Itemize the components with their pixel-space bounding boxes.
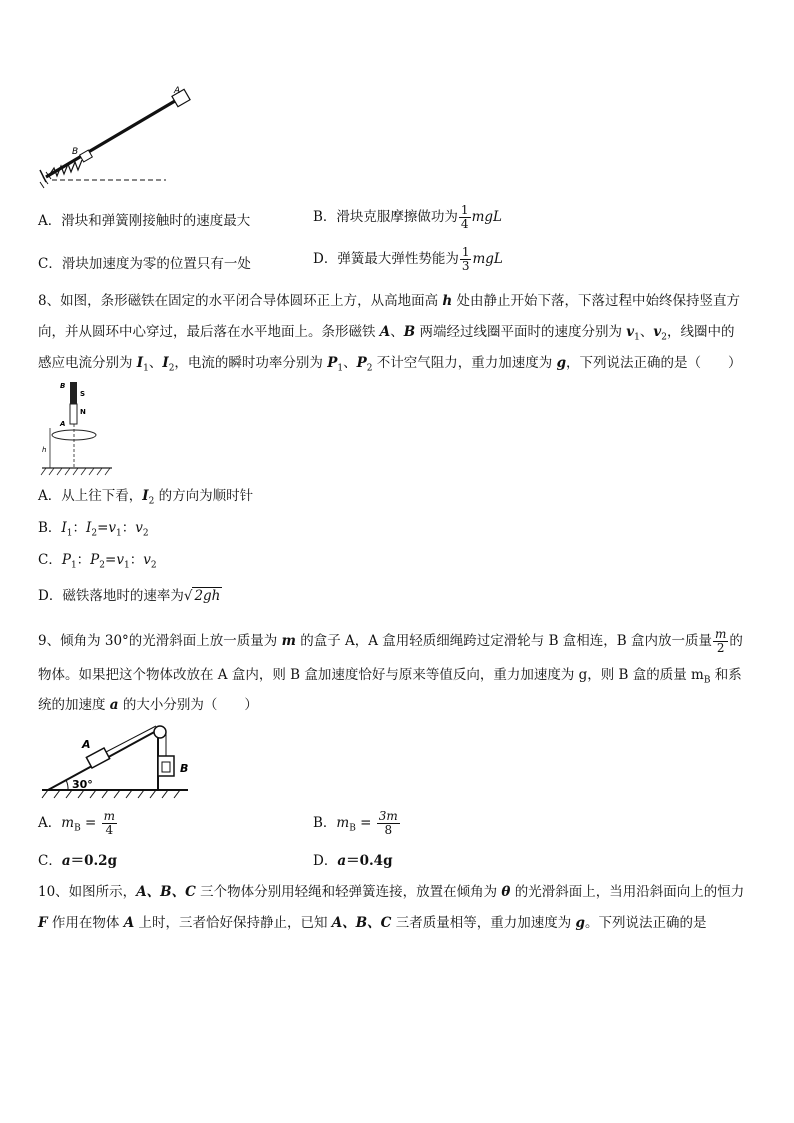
var-i: I	[86, 520, 92, 536]
text: ：	[72, 520, 86, 536]
text: 上时，三者恰好保持静止，已知	[134, 915, 332, 931]
q8-option-a	[38, 487, 253, 511]
fraction	[377, 810, 400, 837]
q9-figure	[38, 722, 200, 804]
fraction-numerator: m	[103, 809, 115, 823]
text: =	[105, 552, 117, 568]
q7-option-c: C．滑块加速度为零的位置只有一处	[38, 256, 251, 272]
q7-figure	[38, 84, 198, 192]
text: 处由静止开始下落，下落过程中始终保持竖直方	[452, 293, 741, 309]
pulley	[154, 726, 166, 738]
q7-option-a: A．滑块和弹簧刚接触时的速度最大	[38, 213, 251, 229]
fraction-numerator: m	[715, 627, 727, 641]
label-b: B	[180, 762, 189, 775]
var-i: I	[162, 355, 169, 371]
q8-stem-line1	[38, 292, 740, 310]
subscript: 1	[143, 363, 149, 374]
q8-option-d: D．磁铁落地时的速率为√ 2gh	[38, 588, 221, 604]
var-m: m	[281, 633, 296, 649]
subscript: 2	[366, 363, 373, 374]
subscript: 1	[123, 560, 130, 571]
q8-stem-line2	[38, 323, 734, 347]
var-i: I	[61, 520, 67, 536]
q7-option-b-expr: mgL	[471, 209, 502, 225]
fraction-numerator: 3m	[378, 809, 398, 823]
var-g: g	[575, 915, 585, 931]
fraction	[713, 628, 728, 655]
label-b: B	[60, 382, 66, 390]
text: 的光滑斜面上，当用沿斜面向上的恒力	[510, 884, 745, 900]
label-b: B	[72, 147, 79, 157]
text: 、	[639, 324, 654, 340]
ground-hatch	[42, 790, 180, 798]
text: B．	[313, 815, 337, 831]
text: 两端经过线圈平面时的速度分别为	[415, 324, 627, 340]
fraction-denominator: 2	[716, 641, 725, 655]
text: 三者质量相等，重力加速度为	[391, 915, 576, 931]
var-p: P	[90, 552, 100, 568]
label-n: N	[80, 408, 86, 416]
text: 、	[390, 324, 404, 340]
var-v: v	[626, 324, 635, 340]
text: 的盒子 A，A 盒用轻质细绳跨过定滑轮与 B 盒相连，B 盒内放一质量	[295, 633, 712, 649]
subscript: 1	[116, 528, 122, 539]
var-m: m	[336, 815, 350, 831]
q9-option-b	[313, 810, 401, 838]
text: C．	[38, 552, 62, 568]
subscript: B	[74, 823, 81, 834]
text: =	[97, 520, 109, 536]
fraction	[460, 246, 472, 273]
var-i: I	[136, 355, 144, 371]
q7-option-d	[313, 246, 503, 273]
var-v: v	[116, 552, 124, 568]
var-v: v	[143, 552, 151, 568]
q7-option-d-text: D．弹簧最大弹性势能为	[313, 251, 459, 267]
text: 10、如图所示，	[38, 884, 137, 900]
var-v: v	[108, 520, 117, 536]
var-b: B	[403, 324, 416, 340]
text: C．	[38, 853, 62, 869]
angle-label: 30°	[72, 778, 93, 791]
magnet-s-pole	[70, 382, 77, 404]
subscript: 2	[150, 560, 157, 571]
text: D．磁铁落地时的速率为	[38, 588, 184, 604]
var-p: P	[61, 552, 71, 568]
subscript: 2	[91, 528, 98, 539]
var-p: P	[327, 355, 338, 371]
fraction-numerator: 1	[461, 245, 470, 259]
text: 的大小分别为（ ）	[118, 697, 258, 713]
fraction-denominator: 3	[461, 259, 470, 273]
label-s: S	[80, 390, 86, 398]
angle-arc	[66, 780, 68, 790]
subscript: B	[703, 675, 711, 686]
box-b-inner	[162, 762, 170, 772]
text: 、	[148, 355, 163, 371]
var-f: F	[38, 915, 48, 931]
text: 的	[729, 633, 743, 649]
text: 和系	[710, 667, 742, 683]
text: D．	[313, 853, 338, 869]
fraction-denominator: 4	[460, 217, 469, 231]
q8-option-b	[38, 519, 149, 543]
text: 向，并从圆环中心穿过，最后落在水平地面上。条形磁铁	[38, 324, 380, 340]
q9-stem-line2	[38, 666, 742, 690]
fraction	[459, 204, 471, 231]
subscript: B	[349, 823, 356, 834]
incline-rod	[46, 98, 180, 177]
text: 感应电流分别为	[38, 355, 137, 371]
q10-stem-line2	[38, 914, 706, 932]
text: A．从上往下看，	[38, 488, 143, 504]
var-p: P	[356, 355, 367, 371]
text: A．	[38, 815, 62, 831]
text: ，电流的瞬时功率分别为	[174, 355, 328, 371]
var-h: h	[442, 293, 453, 309]
text: 三个物体分别用轻绳和轻弹簧连接，放置在倾角为	[195, 884, 502, 900]
var-v: v	[135, 520, 143, 536]
var-a: a	[337, 853, 347, 869]
var-a: a	[61, 853, 71, 869]
subscript: 2	[142, 528, 149, 539]
q7-option-b	[313, 204, 502, 231]
var-abc: A、B、C	[331, 915, 392, 931]
q9-stem-line3	[38, 696, 258, 714]
value: ＝0.2g	[70, 853, 118, 869]
text: B．	[38, 520, 62, 536]
text: 的方向为顺时针	[154, 488, 254, 504]
var-v: v	[653, 324, 662, 340]
q7-option-d-expr: mgL	[472, 251, 503, 267]
subscript: 2	[148, 496, 155, 507]
var-abc: A、B、C	[136, 884, 196, 900]
text: 8、如图，条形磁铁在固定的水平闭合导体圆环正上方，从高地面高	[38, 293, 443, 309]
text: ：	[121, 520, 136, 536]
text: =	[355, 815, 376, 831]
text: ：	[76, 552, 91, 568]
q9-option-c	[38, 852, 117, 870]
text: 不计空气阻力，重力加速度为	[372, 355, 557, 371]
var-i: I	[142, 488, 149, 504]
text: =	[80, 815, 101, 831]
label-a: A	[174, 86, 181, 96]
q9-stem-line1	[38, 628, 743, 655]
magnet-n-pole	[70, 404, 77, 424]
value: ＝0.4g	[346, 853, 393, 869]
text: 作用在物体	[47, 915, 124, 931]
var-m: m	[61, 815, 75, 831]
ground-hatch	[41, 468, 110, 475]
q8-stem-line3	[38, 354, 742, 378]
fraction-numerator: 1	[460, 203, 469, 217]
q10-stem-line1	[38, 883, 744, 901]
q8-option-c	[38, 551, 157, 575]
q9-option-a	[38, 810, 118, 838]
sqrt-argument: 2gh	[194, 588, 221, 604]
label-a: A	[82, 738, 91, 751]
subscript: 1	[66, 528, 73, 539]
fraction-denominator: 8	[384, 823, 393, 837]
fraction	[102, 810, 117, 837]
subscript: 2	[99, 560, 105, 571]
subscript: 1	[337, 363, 344, 374]
subscript: 2	[661, 332, 667, 343]
label-h: h	[42, 446, 47, 454]
q7-option-b-text: B．滑块克服摩擦做功为	[313, 209, 458, 225]
text: ，线圈中的	[666, 324, 735, 340]
q9-option-d	[313, 852, 393, 870]
text: 物体。如果把这个物体改放在 A 盒内，则 B 盒加速度恰好与原来等值反向，重力加速度为 g，则 B 盒的质量 m	[38, 667, 704, 683]
subscript: 1	[70, 560, 77, 571]
text: 、	[343, 355, 357, 371]
subscript: 2	[168, 363, 175, 374]
text: ：	[129, 552, 144, 568]
var-g: g	[556, 355, 567, 371]
var-a: A	[123, 915, 135, 931]
var-a: A	[379, 324, 391, 340]
text: ，下列说法正确的是（ ）	[566, 355, 742, 371]
rope-incline	[106, 726, 156, 752]
label-a: A	[60, 420, 66, 428]
var-theta: θ	[501, 884, 511, 900]
q8-figure	[38, 378, 116, 478]
subscript: 1	[634, 332, 640, 343]
text: 9、倾角为 30°的光滑斜面上放一质量为	[38, 633, 282, 649]
var-a: a	[109, 697, 119, 713]
text: 统的加速度	[38, 697, 110, 713]
text: 。下列说法正确的是	[584, 915, 707, 931]
fraction-denominator: 4	[105, 823, 114, 837]
box-a	[86, 748, 109, 768]
